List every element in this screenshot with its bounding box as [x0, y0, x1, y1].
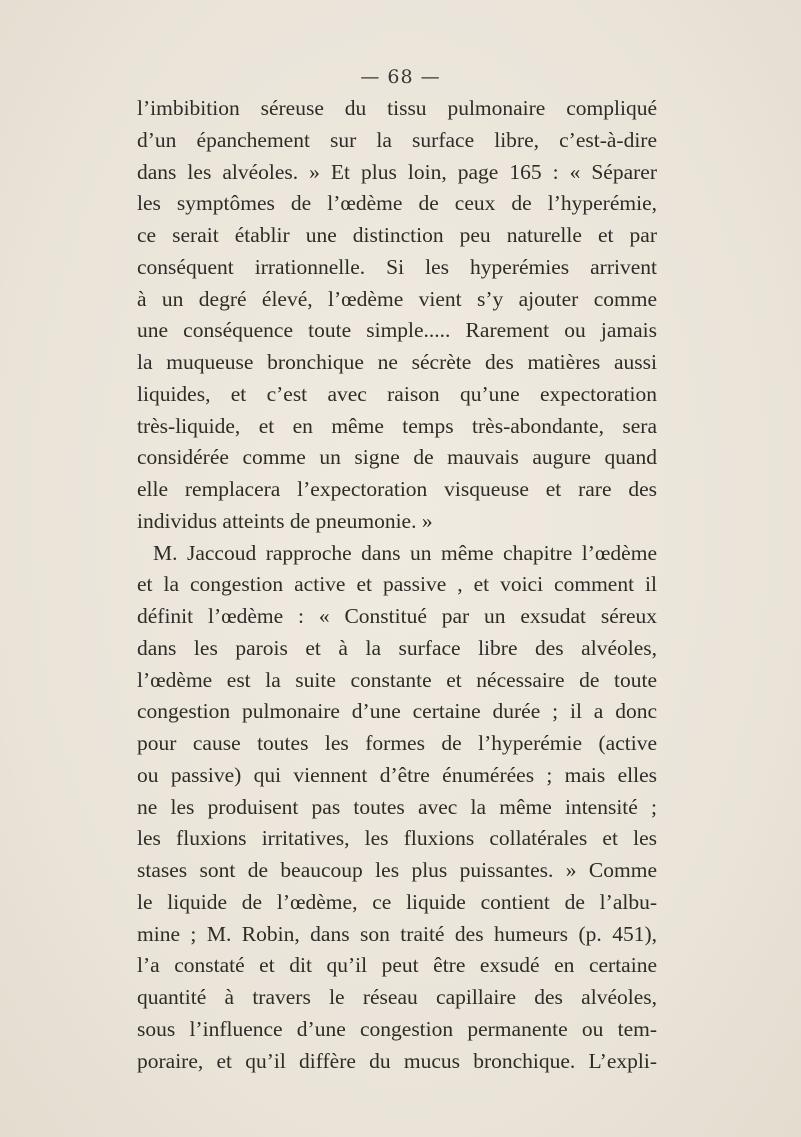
text-line: dans les parois et à la surface libre des alvéoles, — [137, 635, 657, 660]
paragraph-end-line: individus atteints de pneumonie. » — [137, 508, 433, 533]
text-line: dans les alvéoles. » Et plus loin, page 165 : « Séparer — [137, 159, 657, 184]
text-line: l’a constaté et dit qu’il peut être exsudé en certaine — [137, 953, 657, 978]
page-number: — 68 — — [360, 66, 441, 88]
paragraph-start-line: M. Jaccoud rapproche dans un même chapitre l’œdème — [153, 540, 657, 565]
text-line: les fluxions irritatives, les fluxions collatérales et les — [137, 826, 657, 851]
text-line: les symptômes de l’œdème de ceux de l’hyperémie, — [137, 191, 657, 216]
text-line: considérée comme un signe de mauvais augure quand — [137, 445, 657, 470]
text-line: ce serait établir une distinction peu naturelle et par — [137, 223, 657, 247]
text-line: à un degré élevé, l’œdème vient s’y ajouter comme — [137, 286, 657, 311]
text-line: l’imbibition séreuse du tissu pulmonaire compliqué — [137, 96, 657, 120]
text-line: l’œdème est la suite constante et nécessaire de toute — [137, 667, 657, 692]
text-line: très-liquide, et en même temps très-abondante, sera — [137, 413, 657, 438]
body-text — [137, 93, 657, 1077]
text-line: poraire, et qu’il diffère du mucus bronchique. L’expli- — [137, 1048, 657, 1073]
text-line: ou passive) qui viennent d’être énumérées ; mais elles — [137, 762, 657, 787]
text-line: stases sont de beaucoup les plus puissantes. » Comme — [137, 858, 657, 882]
text-line: définit l’œdème : « Constitué par un exsudat séreux — [137, 604, 657, 628]
text-line: sous l’influence d’une congestion permanente ou tem- — [137, 1016, 657, 1041]
text-line: d’un épanchement sur la surface libre, c’est-à-dire — [137, 127, 657, 152]
text-line: pour cause toutes les formes de l’hyperémie (active — [137, 731, 657, 755]
text-line: congestion pulmonaire d’une certaine durée ; il a donc — [137, 699, 657, 724]
text-line: et la congestion active et passive , et voici comment il — [137, 572, 657, 597]
text-line: la muqueuse bronchique ne sécrète des matières aussi — [137, 350, 657, 374]
text-line: une conséquence toute simple..... Rarement ou jamais — [137, 318, 657, 343]
text-line: quantité à travers le réseau capillaire des alvéoles, — [137, 985, 657, 1009]
text-line: le liquide de l’œdème, ce liquide contient de l’albu- — [137, 889, 657, 914]
text-line: ne les produisent pas toutes avec la même intensité ; — [137, 794, 657, 819]
text-line: mine ; M. Robin, dans son traité des humeurs (p. 451), — [137, 921, 657, 946]
text-line: liquides, et c’est avec raison qu’une expectoration — [137, 381, 657, 406]
text-line: conséquent irrationnelle. Si les hyperémies arrivent — [137, 254, 657, 279]
text-line: elle remplacera l’expectoration visqueuse et rare des — [137, 477, 657, 501]
